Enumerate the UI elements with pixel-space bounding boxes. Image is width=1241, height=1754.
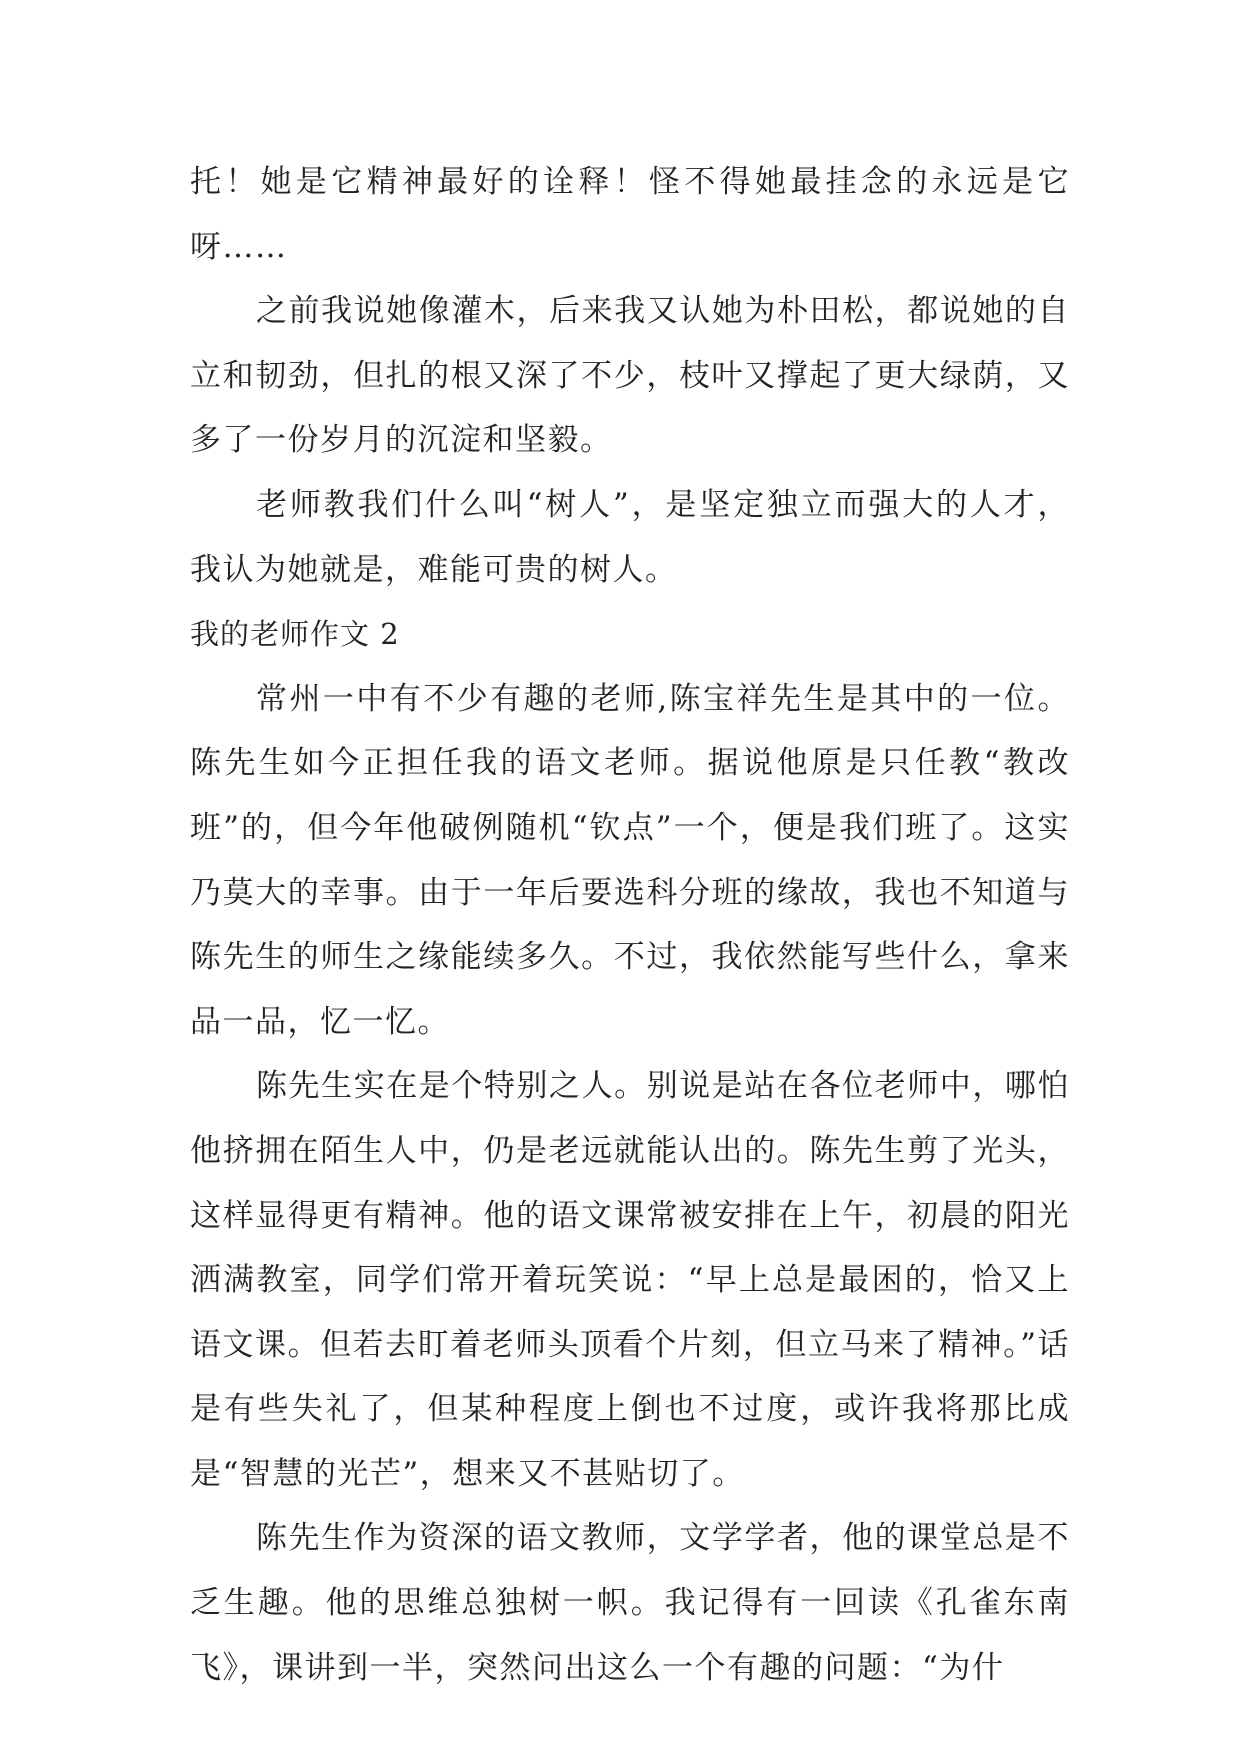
- paragraph-6: 陈先生作为资深的语文教师，文学学者，他的课堂总是不乏生趣。他的思维总独树一帜。我记得有一回读《孔雀东南飞》，课讲到一半，突然问出这么一个有趣的问题：“为什: [190, 1520, 1070, 1686]
- section-heading: 我的老师作文 2: [190, 617, 400, 652]
- document-body: [190, 150, 1070, 1700]
- paragraph-5: 陈先生实在是个特别之人。别说是站在各位老师中，哪怕他挤拥在陌生人中，仍是老远就能认出的。陈先生剪了光头，这样显得更有精神。他的语文课常被安排在上午，初晨的阳光洒满教室，同学们常开着玩笑说：“早上总是最困的，恰又上语文课。但若去盯着老师头顶看个片刻，但立马来了精神。”话是有些失礼了，但某种程度上倒也不过度，或许我将那比成是“智慧的光芒”，想来又不甚贴切了。: [190, 1068, 1070, 1492]
- paragraph-4: 常州一中有不少有趣的老师,陈宝祥先生是其中的一位。陈先生如今正担任我的语文老师。据说他原是只任教“教改班”的，但今年他破例随机“钦点”一个，便是我们班了。这实乃莫大的幸事。由于一年后要选科分班的缘故，我也不知道与陈先生的师生之缘能续多久。不过，我依然能写些什么，拿来品一品，忆一忆。: [190, 680, 1070, 1040]
- paragraph-2: 之前我说她像灌木，后来我又认她为朴田松，都说她的自立和韧劲，但扎的根又深了不少，枝叶又撑起了更大绿荫，又多了一份岁月的沉淀和坚毅。: [190, 293, 1070, 459]
- paragraph-1: 托！她是它精神最好的诠释！怪不得她最挂念的永远是它呀……: [190, 164, 1070, 265]
- paragraph-3: 老师教我们什么叫“树人”，是坚定独立而强大的人才，我认为她就是，难能可贵的树人。: [190, 486, 1070, 588]
